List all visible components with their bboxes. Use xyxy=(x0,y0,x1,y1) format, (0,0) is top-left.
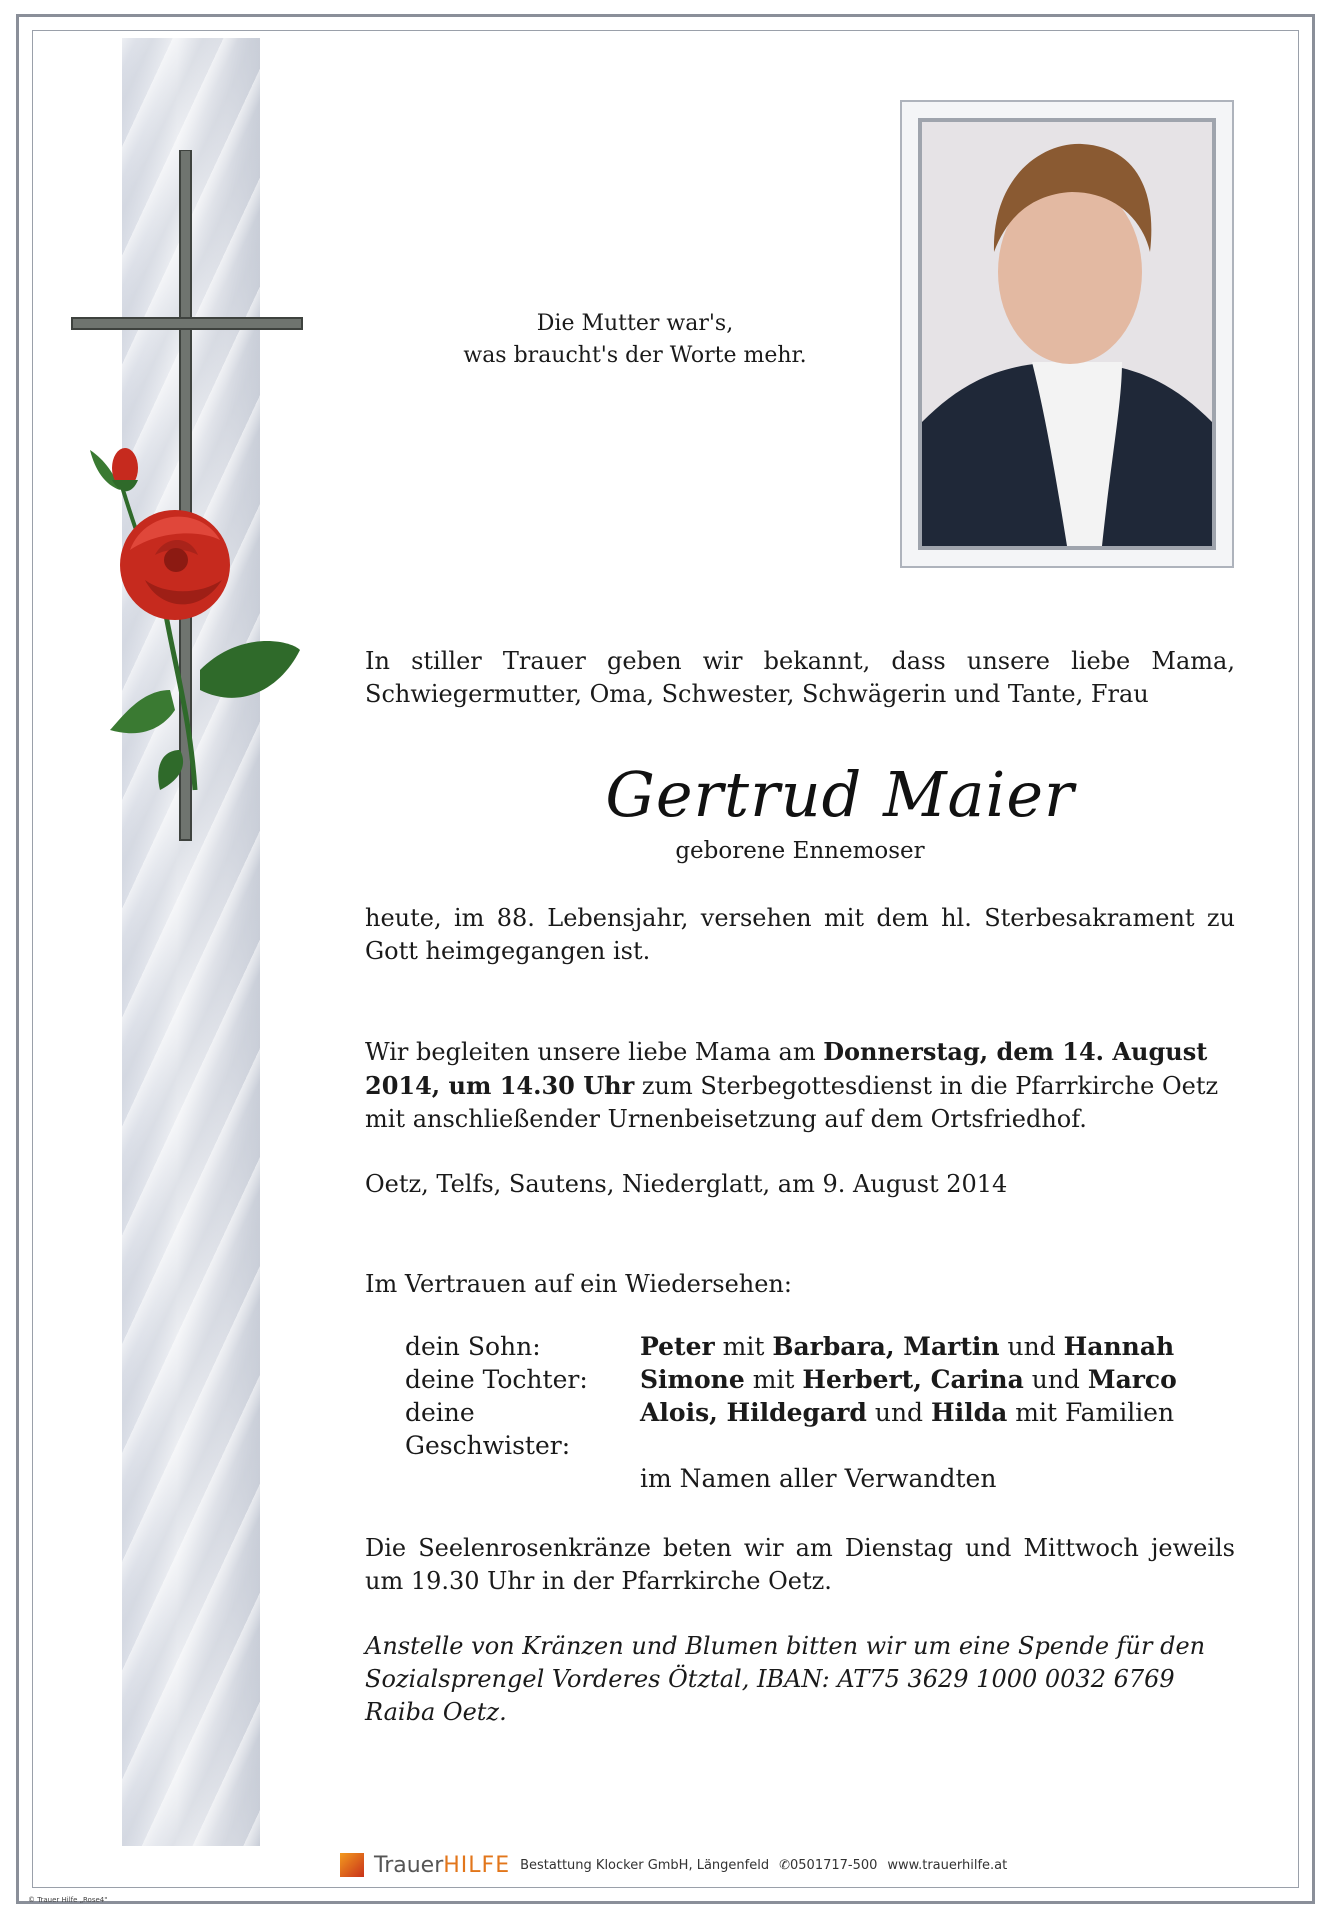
company-name: Bestattung Klocker GmbH, Längenfeld xyxy=(520,1857,770,1873)
relative-label: deine Tochter: xyxy=(405,1365,588,1394)
relative-name: Alois, Hildegard xyxy=(640,1398,867,1427)
passing-text: heute, im 88. Lebensjahr, versehen mit dem hl. Sterbesakrament zu Gott heimgegangen ist. xyxy=(365,904,1235,965)
deceased-name: Gertrud Maier xyxy=(605,758,1075,831)
relative-name: Simone xyxy=(640,1365,745,1394)
relative-connector: mit Familien xyxy=(1007,1398,1175,1427)
portrait-illustration xyxy=(922,122,1212,546)
donation-text: Anstelle von Kränzen und Blumen bitten wir um eine Spende für den Sozialsprengel Vorderes Ötztal, IBAN: AT75 3629 1000 0032 6769 Raiba Oetz. xyxy=(365,1632,1206,1726)
quote xyxy=(420,308,850,372)
copyright-note: © Trauer Hilfe „Rose4" xyxy=(28,1896,108,1904)
portrait-photo xyxy=(918,118,1216,550)
farewell-line: Im Vertrauen auf ein Wiedersehen: xyxy=(365,1270,792,1298)
relatives-list xyxy=(405,1330,1225,1495)
relative-label: deine Geschwister: xyxy=(405,1398,571,1460)
relative-row xyxy=(405,1462,1225,1495)
funeral-date-time: Donnerstag, dem 14. August 2014, um 14.30 Uhr xyxy=(365,1037,1208,1100)
relative-name: Peter xyxy=(640,1332,715,1361)
brand-name-part-1: Trauer xyxy=(374,1852,444,1878)
rosary-text: Die Seelenrosenkränze beten wir am Dienstag und Mittwoch jeweils um 19.30 Uhr in der Pfarrkirche Oetz. xyxy=(365,1534,1235,1595)
relative-connector: und xyxy=(866,1398,931,1427)
intro-text: In stiller Trauer geben wir bekannt, dass unsere liebe Mama, Schwiegermutter, Oma, Schwester, Schwägerin und Tante, Frau xyxy=(365,647,1235,708)
relative-names xyxy=(640,1363,1225,1396)
relative-label xyxy=(405,1462,640,1495)
place-date: Oetz, Telfs, Sautens, Niederglatt, am 9. August 2014 xyxy=(365,1170,1008,1198)
relative-connector: im Namen aller Verwandten xyxy=(640,1464,997,1493)
funeral-text xyxy=(365,1035,1235,1136)
phone-number: ✆0501717-500 xyxy=(779,1857,878,1873)
relative-row xyxy=(405,1330,1225,1363)
brand-name-part-2: HILFE xyxy=(443,1852,511,1878)
relative-connector: und xyxy=(1023,1365,1088,1394)
relative-names xyxy=(640,1462,1225,1495)
birth-name: geborene Ennemoser xyxy=(675,838,925,864)
brand-logo-text xyxy=(374,1853,510,1878)
relative-label: dein Sohn: xyxy=(405,1332,541,1361)
relative-connector: mit xyxy=(714,1332,773,1361)
relative-name: Hilda xyxy=(931,1398,1008,1427)
relative-name: Hannah xyxy=(1063,1332,1175,1361)
relative-name: Barbara, Martin xyxy=(772,1332,1000,1361)
funeral-text-part-2: zum Sterbegottesdienst in die Pfarrkirche Oetz mit anschließender Urnenbeisetzung auf dem Ortsfriedhof. xyxy=(365,1072,1219,1133)
website-link[interactable]: www.trauerhilfe.at xyxy=(887,1857,1008,1873)
quote-line-2: was braucht's der Worte mehr. xyxy=(463,343,807,368)
trauerhilfe-logo-icon xyxy=(340,1853,364,1877)
cross-with-rose-illustration xyxy=(50,150,310,850)
relative-row xyxy=(405,1363,1225,1396)
quote-line-1: Die Mutter war's, xyxy=(536,311,734,336)
portrait-frame xyxy=(900,100,1234,568)
relative-names xyxy=(640,1330,1225,1363)
funeral-text-part-1: Wir begleiten unsere liebe Mama am xyxy=(365,1038,824,1066)
relative-name: Marco xyxy=(1087,1365,1177,1394)
relative-name: Herbert, Carina xyxy=(802,1365,1024,1394)
relative-connector: und xyxy=(999,1332,1064,1361)
relative-connector: mit xyxy=(744,1365,803,1394)
relative-names xyxy=(640,1396,1225,1462)
relative-row xyxy=(405,1396,1225,1462)
footer xyxy=(340,1850,1007,1880)
